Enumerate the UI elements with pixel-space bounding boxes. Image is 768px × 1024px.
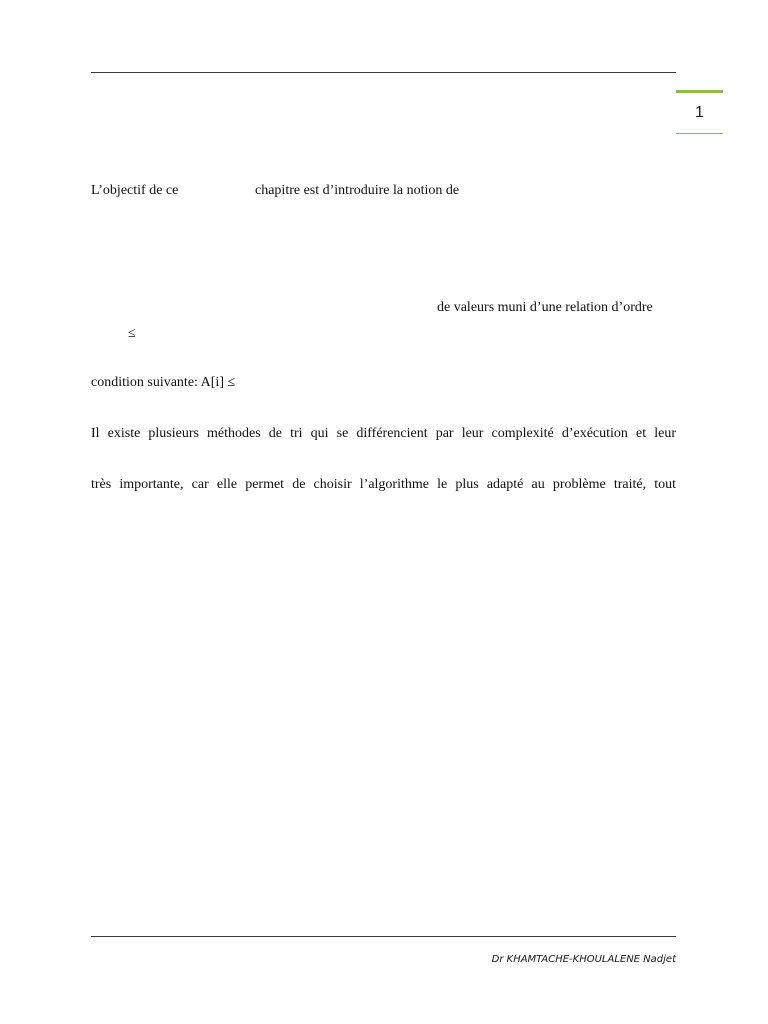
paragraph-1-start: L’objectif de ce	[91, 183, 179, 198]
order-relation-symbol: ≤	[128, 326, 136, 341]
page-number-box	[676, 90, 723, 134]
footer-rule	[91, 936, 676, 937]
paragraph-3-line: Il existe plusieurs méthodes de tri qui se différencient par leur complexité d’exécution et leur	[91, 426, 676, 441]
footer-author: Dr KHAMTACHE-KHOULALENE Nadjet	[491, 954, 676, 965]
paragraph-2-right-fragment: de valeurs muni d’une relation d’ordre	[437, 300, 653, 315]
condition-line: condition suivante: A[i] ≤	[91, 375, 236, 390]
paragraph-4-line: très importante, car elle permet de choisir l’algorithme le plus adapté au problème traité, tout	[91, 477, 676, 492]
page-number: 1	[695, 104, 704, 121]
header-rule	[91, 72, 676, 73]
paragraph-1-continuation: chapitre est d’introduire la notion de	[255, 183, 460, 198]
